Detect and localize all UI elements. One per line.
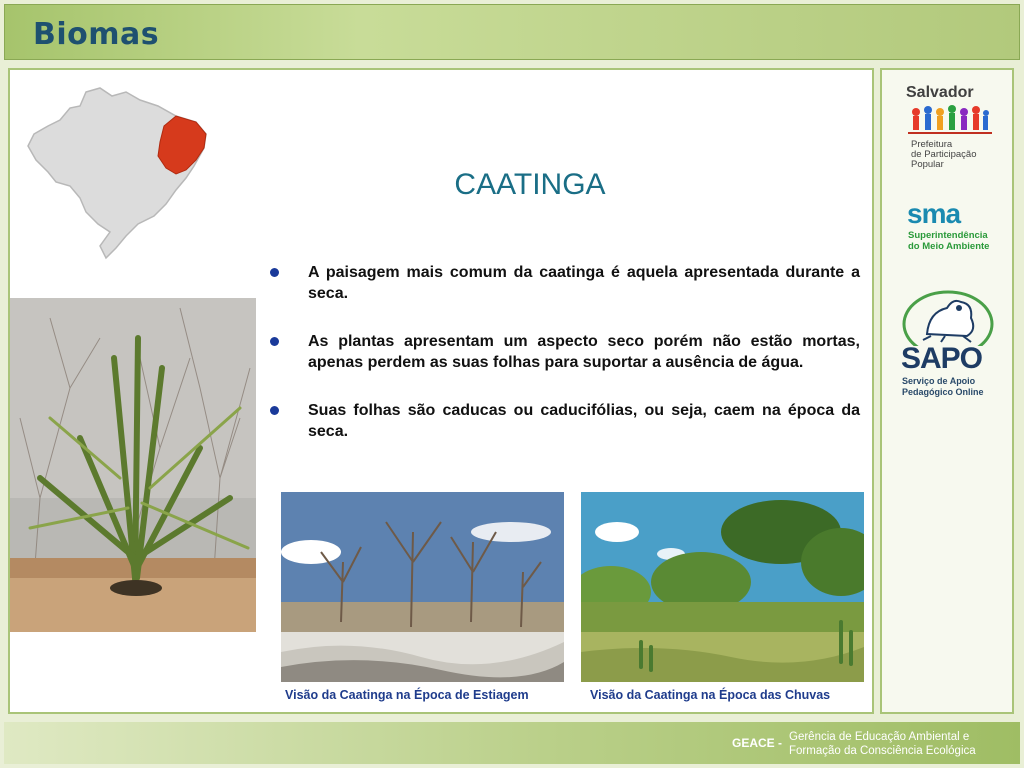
sapo-logo-title: SAPO <box>901 342 983 375</box>
cactus-photo <box>10 298 256 632</box>
salvador-logo-subtitle: Prefeitura de Participação Popular <box>911 139 977 170</box>
bullet-item <box>268 400 860 442</box>
bullet-icon <box>270 337 279 346</box>
footer-text: Gerência de Educação Ambiental e Formação da Consciência Ecológica <box>789 731 976 757</box>
bullet-icon <box>270 406 279 415</box>
brazil-map <box>26 86 208 260</box>
dry-season-caption: Visão da Caatinga na Época de Estiagem <box>285 688 529 702</box>
header-title: Biomas <box>33 17 160 52</box>
bullet-item <box>268 331 860 373</box>
sma-logo <box>904 198 1004 258</box>
sapo-logo <box>897 290 1001 402</box>
sma-logo-subtitle: Superintendência do Meio Ambiente <box>908 230 990 252</box>
bullet-list <box>268 262 860 469</box>
bullet-text: As plantas apresentam um aspecto seco porém não estão mortas, apenas perdem as suas folhas para suportar a ausência de água. <box>308 333 860 371</box>
header-bar <box>4 4 1020 60</box>
bullet-text: Suas folhas são caducas ou caducifólias, ou seja, caem na época da seca. <box>308 402 860 440</box>
bullet-icon <box>270 268 279 277</box>
salvador-logo <box>898 82 998 170</box>
rainy-season-photo <box>581 492 864 682</box>
rainy-season-caption: Visão da Caatinga na Época das Chuvas <box>590 688 831 702</box>
frog-icon <box>901 290 995 346</box>
sapo-logo-subtitle: Serviço de Apoio Pedagógico Online <box>902 376 984 397</box>
dry-season-photo <box>281 492 564 682</box>
people-icon <box>908 104 992 138</box>
footer-geace-label: GEACE - <box>732 736 783 750</box>
slide-title: CAATINGA <box>454 168 606 201</box>
salvador-logo-title: Salvador <box>906 84 974 101</box>
sma-logo-title: sma <box>907 198 961 229</box>
bullet-text: A paisagem mais comum da caatinga é aquela apresentada durante a seca. <box>308 264 860 302</box>
bullet-item <box>268 262 860 304</box>
